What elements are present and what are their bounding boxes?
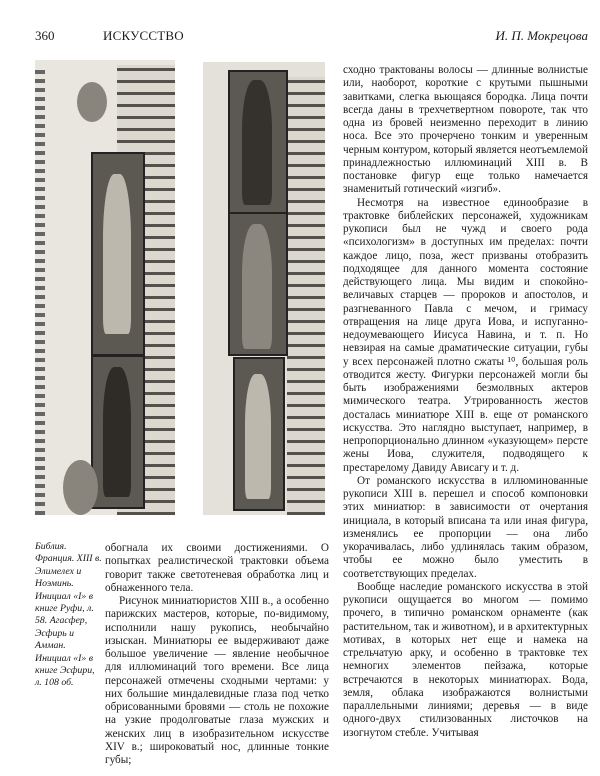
initial-panel-upper (228, 70, 288, 214)
running-title: ИСКУССТВО (103, 28, 184, 43)
ornament-top (77, 82, 107, 122)
paragraph: сходно трактованы волосы — длинные волнистые или, наоборот, короткие с крутыми пышными завитками, слегка вьющаяся бородка. Лица почти всегда даны в трехчетвертном повороте, так что одна из бровей неизменно переходит в линию носа. Все это прочерчено тонким и уверенным черным контуром, который является неотъемлемой принадлежностью иллюминаций XIII в. В постановке фигур еще только намечается знаменитый готический «изгиб». (343, 64, 588, 196)
text-column-bottom (105, 542, 329, 767)
initial-panel-upper (91, 152, 145, 356)
paragraph: Вообще наследие романского искусства в этой рукописи ощущается во многом — помимо прочего, в типично романском орнаменте (как растительном, так и животном), и в архитектурных мотивах, в которых нет еще и намека на стрельчатую арку, и особенно в трактовке тех немногих элементов пейзажа, которые встречаются в некоторых миниатюрах. Вода, земля, облака изображаются волнистыми параллельными линиями; деревья — в виде одного-двух стилизованных листочков на изогнутом стебле. Учитывая (343, 580, 588, 739)
author-name: И. П. Мокрецова (495, 28, 588, 43)
page-number: 360 (35, 28, 55, 43)
paragraph: Рисунок миниатюристов XIII в., а особенно парижских мастеров, которые, по-видимому, исполнили нашу рукопись, необычайно изыскан. Миниатюры ее выдерживают даже большое увеличение — явление необычное для иллюминаций того времени. Все лица персонажей отмечены сходными чертами: у них большие миндалевидные глаза под четко обрисованными бровями — столь не похожие на узкие продолговатые глаза мужских и женских лиц в изобразительном искусстве XIV в.; широковатый нос, длинные тонкие губы; (105, 595, 329, 766)
paragraph: Несмотря на известное единообразие в трактовке библейских персонажей, художникам рукописи был не чужд и своего рода «психологизм» в доступных им пределах: почти каждое лицо, поза, жест призваны отобразить подходящее для данного момента состояние действующего лица. Мы видим и спокойно-величавых старцев — пророков и апостолов, и разгневанного Павла с мечом, и гримасу отвращения на лице друга Иова, и испуганно-недоумевающего Иисуса Навина, и т. п. Но невзирая на самые драматические ситуации, губы у всех персонажей плотно сжаты ¹⁰, большая роль отводится жесту. Фигурки персонажей могли бы быть изображениями безмолвных актеров мимического театра. Утрированность жестов досталась миниатюре XIII в. еще от романского искусства. Это наглядно выступает, например, в непропорционально длинном «указующем» персте жены Иова, служителя, подводящего к престарелому Давиду Ависагу и т. д. (343, 196, 588, 474)
manuscript-text (287, 77, 325, 515)
initial-panel-middle (228, 212, 288, 356)
initial-panel-lower (233, 357, 285, 511)
figure-caption: Библия. Франция. XIII в. Элимелех и Ноэминь. Инициал «I» в книге Руфи, л. 58. Агасфер, Эсфирь и Амман. Инициал «I» в книге Эсфири, л. 108 об. (35, 541, 102, 689)
paragraph: От романского искусства в иллюминованные рукописи XIII в. перешел и способ компоновки этих миниатюр: в зависимости от очертания инициала, в который вписана та или иная фигура, изменялись ее пропорции — она либо укорачивалась, либо удлинялась таким образом, чтобы ее можно было уместить в соответствующих пределах. (343, 474, 588, 580)
manuscript-illustration-ruth (35, 60, 175, 515)
text-column-right (343, 64, 588, 740)
page-edge-decoration (35, 70, 45, 515)
paragraph: обогнала их своими достижениями. О попытках реалистической трактовки объема говорит также светотеневая обработка лиц и обнаженного тела. (105, 542, 329, 594)
manuscript-illustration-esther (203, 62, 325, 515)
initial-panel-lower (91, 355, 145, 509)
ornament-bottom (63, 460, 98, 515)
